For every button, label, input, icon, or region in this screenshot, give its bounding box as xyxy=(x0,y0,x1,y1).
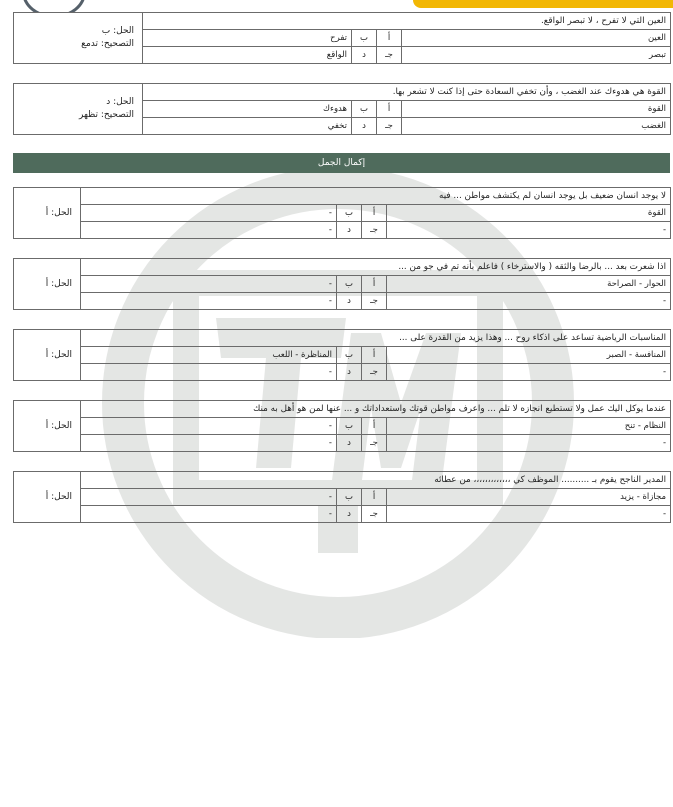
letter-a: أ xyxy=(362,276,387,293)
option-c[interactable]: - xyxy=(387,506,671,523)
option-c[interactable]: - xyxy=(387,293,671,310)
letter-a: أ xyxy=(377,30,402,47)
letter-d: د xyxy=(337,222,362,239)
question-2 xyxy=(13,83,671,135)
correction-label: التصحيح: تدمع xyxy=(81,39,134,49)
question-stem: عندما يوكل اليك عمل ولا تستطيع انجازه لا تلم ... واعرف مواطن قوتك واستعداداتك و ... عنها لمن هو أهل به منك xyxy=(81,401,671,418)
question-stem: المناسبات الرياضية تساعد على اذكاء روح ... وهذا يزيد من القدرة على ... xyxy=(81,330,671,347)
question-3 xyxy=(13,187,671,239)
option-b[interactable]: - xyxy=(81,418,337,435)
option-d[interactable]: تخفي xyxy=(143,118,352,135)
letter-b: ب xyxy=(352,30,377,47)
letter-b: ب xyxy=(337,489,362,506)
letter-d: د xyxy=(352,118,377,135)
header-accent-bar xyxy=(413,0,673,8)
letter-c: جـ xyxy=(362,364,387,381)
letter-c: جـ xyxy=(362,435,387,452)
answer-label: الحل: أ xyxy=(45,349,72,360)
question-stem: لا يوجد انسان ضعيف بل يوجد انسان لم يكتشف مواطن ... فيه xyxy=(81,188,671,205)
question-1 xyxy=(13,12,671,64)
question-4 xyxy=(13,258,671,310)
option-d[interactable]: - xyxy=(81,222,337,239)
answer-label: الحل: أ xyxy=(45,207,72,218)
letter-a: أ xyxy=(362,418,387,435)
question-stem: العين التي لا تفرح ، لا تبصر الواقع. xyxy=(143,13,671,30)
letter-c: جـ xyxy=(377,47,402,64)
option-a[interactable]: القوة xyxy=(387,205,671,222)
solution-cell xyxy=(14,84,143,135)
letter-c: جـ xyxy=(362,222,387,239)
question-6 xyxy=(13,400,671,452)
option-b[interactable]: هدوءك xyxy=(143,101,352,118)
option-c[interactable]: تبصر xyxy=(402,47,671,64)
question-stem: القوة هي هدوءك عند الغضب ، وأن تخفي السعادة حتى إذا كنت لا تشعر بها. xyxy=(143,84,671,101)
letter-c: جـ xyxy=(362,293,387,310)
option-d[interactable]: الواقع xyxy=(143,47,352,64)
option-d[interactable]: - xyxy=(81,435,337,452)
option-c[interactable]: - xyxy=(387,222,671,239)
answer-label: الحل: أ xyxy=(45,420,72,431)
letter-c: جـ xyxy=(362,506,387,523)
logo-icon xyxy=(22,0,86,12)
letter-b: ب xyxy=(337,205,362,222)
option-b[interactable]: - xyxy=(81,276,337,293)
solution-cell xyxy=(14,472,81,523)
solution-cell xyxy=(14,401,81,452)
solution-cell xyxy=(14,259,81,310)
letter-a: أ xyxy=(362,347,387,364)
answer-label: الحل: د xyxy=(106,97,134,107)
answer-label: الحل: أ xyxy=(45,278,72,289)
option-b[interactable]: المناظرة - اللعب xyxy=(81,347,337,364)
letter-b: ب xyxy=(337,276,362,293)
option-d[interactable]: - xyxy=(81,506,337,523)
letter-c: جـ xyxy=(377,118,402,135)
option-d[interactable]: - xyxy=(81,293,337,310)
letter-d: د xyxy=(337,506,362,523)
letter-b: ب xyxy=(352,101,377,118)
letter-a: أ xyxy=(362,489,387,506)
answer-label: الحل: أ xyxy=(45,491,72,502)
option-c[interactable]: الغضب xyxy=(402,118,671,135)
option-b[interactable]: - xyxy=(81,489,337,506)
option-a[interactable]: العين xyxy=(402,30,671,47)
option-a[interactable]: القوة xyxy=(402,101,671,118)
option-d[interactable]: - xyxy=(81,364,337,381)
letter-d: د xyxy=(337,364,362,381)
question-7 xyxy=(13,471,671,523)
option-b[interactable]: - xyxy=(81,205,337,222)
option-a[interactable]: المنافسة - الصبر xyxy=(387,347,671,364)
letter-a: أ xyxy=(377,101,402,118)
option-a[interactable]: مجازاة - يزيد xyxy=(387,489,671,506)
option-a[interactable]: الحوار - الصراحة xyxy=(387,276,671,293)
solution-cell xyxy=(14,188,81,239)
page-header-strip xyxy=(0,0,673,12)
answer-label: الحل: ب xyxy=(101,26,134,36)
section-header: إكمال الجمل xyxy=(13,153,670,173)
question-stem: المدير الناجح يقوم بـ .......... الموظف كي ،،،،،،،،،،،،، من عطائه xyxy=(81,472,671,489)
question-stem: اذا شعرت بعد ... بالرضا والثقه ( والاسترخاء ) فاعلم بأنه تم في جو من ... xyxy=(81,259,671,276)
letter-a: أ xyxy=(362,205,387,222)
question-5 xyxy=(13,329,671,381)
option-c[interactable]: - xyxy=(387,364,671,381)
letter-d: د xyxy=(337,293,362,310)
option-b[interactable]: تفرح xyxy=(143,30,352,47)
solution-cell xyxy=(14,13,143,64)
correction-label: التصحيح: تظهر xyxy=(79,110,134,120)
solution-cell xyxy=(14,330,81,381)
letter-b: ب xyxy=(337,418,362,435)
letter-b: ب xyxy=(337,347,362,364)
letter-d: د xyxy=(352,47,377,64)
option-c[interactable]: - xyxy=(387,435,671,452)
letter-d: د xyxy=(337,435,362,452)
option-a[interactable]: النظام - تنح xyxy=(387,418,671,435)
